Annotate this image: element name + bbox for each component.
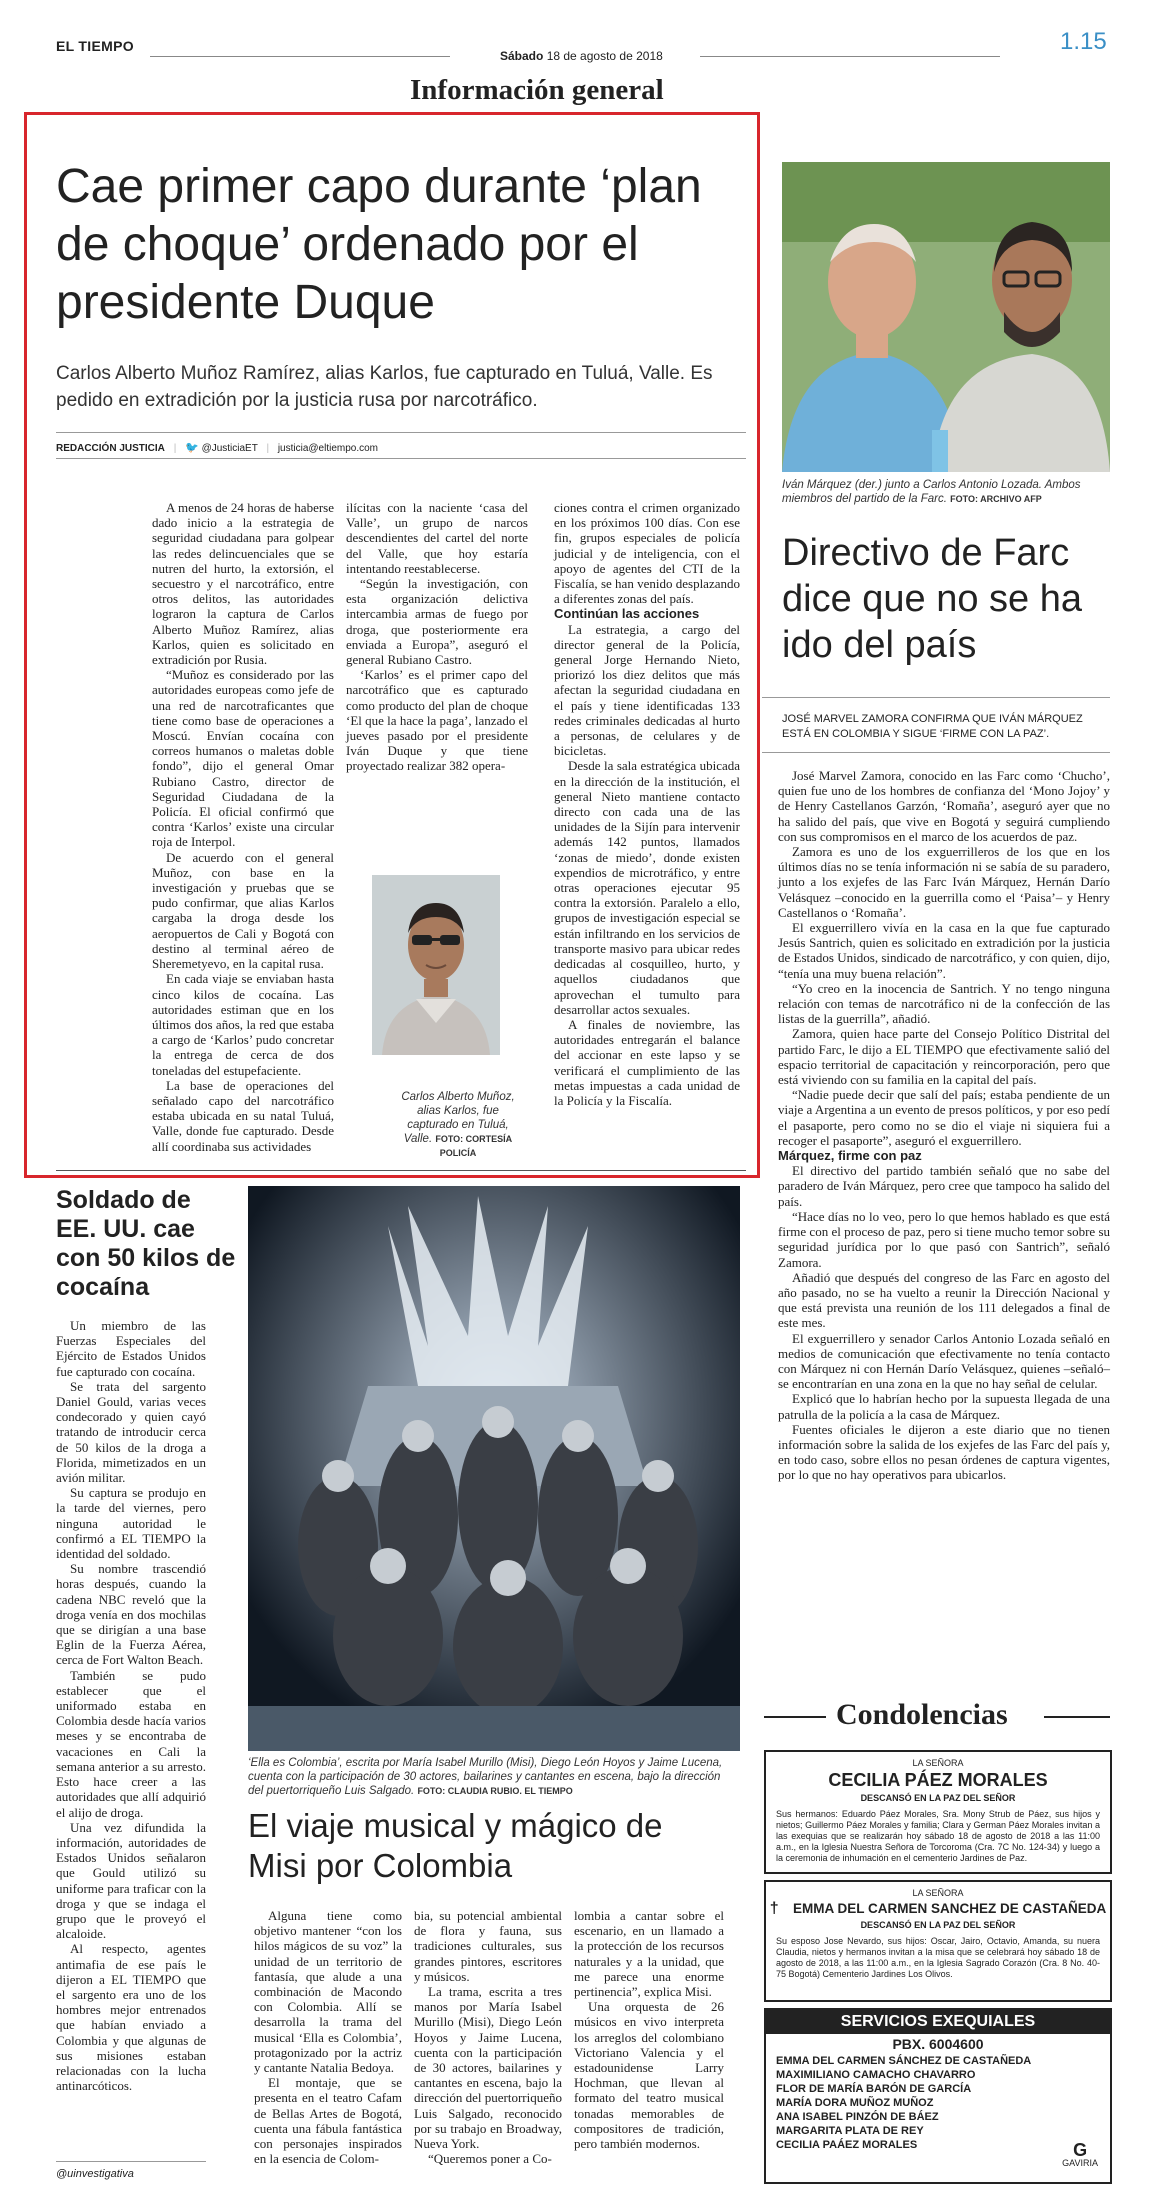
date-day: Sábado: [500, 49, 544, 63]
main-deck: Carlos Alberto Muñoz Ramírez, alias Karlos, fue capturado en Tuluá, Valle. Es pedido en extradición por la justicia rusa por narcotráfico.: [56, 363, 713, 411]
paragraph: “Queremos poner a Co-: [428, 2151, 552, 2167]
twitter-icon: 🐦: [185, 442, 199, 454]
paragraph: Una orquesta de 26 músicos en vivo interpreta los arreglos del colombiano Victoriano Valencia y el estadounidense Larry Hochman, que llevan al formato del teatro musical tonadas memorables de compositores de tradición, pero también modernos.: [574, 1999, 724, 2152]
man-portrait-icon: [372, 875, 500, 1055]
paragraph: Explicó que lo habrían hecho por la supuesta llegada de una patrulla de la policía a la casa de Márquez.: [778, 1391, 1110, 1422]
paragraph: Se trata del sargento Daniel Gould, varias veces condecorado y quien cayó tratando de introducir cerca de 50 kilos de la droga a Florida, mimetizados en un avión militar.: [56, 1378, 206, 1486]
caption-text: Iván Márquez (der.) junto a Carlos Antonio Lozada. Ambos miembros del partido de la Farc.: [782, 479, 1081, 505]
paragraph: ilícitas con la naciente ‘casa del Valle’, un grupo de narcos descendientes del cartel del norte del Valle, que hoy estaría intentando reestablecerse.: [346, 500, 528, 576]
soldado-body: [56, 1318, 206, 2093]
paragraph: La base de operaciones del señalado capo del narcotráfico estaba ubicada en su natal Tuluá, Valle, donde fue capturado. Desde allí coordinaba sus actividades: [152, 1077, 334, 1154]
paragraph: Zamora, quien hace parte del Consejo Político Distrital del partido Farc, le dijo a EL TIEMPO que efectivamente salió del espacio territorial de capacitación y reincorporación, pero que está viviendo con su familia en la capital del país.: [778, 1026, 1110, 1088]
misi-headline: El viaje musical y mágico de Misi por Colombia: [248, 1807, 663, 1884]
paragraph: Zamora es uno de los exguerrilleros de los que en los últimos días no se tenía información ni se sabía de su paradero, junto a los exjefes de las Farc Iván Márquez, Hernán Darío Velásquez –conocido en la guerrilla como el ‘Paisa’– y Henry Castellanos o ‘Romaña’.: [778, 844, 1110, 920]
obit-name: EMMA DEL CARMEN SANCHEZ DE CASTAÑEDA: [793, 1901, 1107, 1916]
misi-col-3: [574, 1908, 724, 2151]
main-bottom-rule: [56, 1170, 746, 1171]
servicio-name: FLOR DE MARÍA BARÓN DE GARCÍA: [776, 2083, 972, 2095]
obit-label: LA SEÑORA: [912, 1758, 964, 1768]
main-col-1: [152, 500, 334, 1154]
main-col-2: [346, 500, 528, 774]
email-link[interactable]: justicia@eltiempo.com: [277, 443, 379, 454]
paragraph: Alguna tiene como objetivo mantener “con los hilos mágicos de su voz” la unidad de un territorio de fantasía, que alude a una combinación de Macondo con Colombia. Allí se desarrolla la trama del musical ‘Ella es Colombia’, protagonizado por la actriz y cantante Natalia Bedoya.: [254, 1908, 402, 2076]
paragraph: El montaje, que se presenta en el teatro Cafam de Bellas Artes de Bogotá, cuenta una fábula fantástica con personajes inspirados en la esencia de Colom-: [254, 2075, 402, 2167]
paragraph: En cada viaje se enviaban hasta cinco kilos de cocaína. Las autoridades estiman que en los últimos dos años, la red que estaba a cargo de ‘Karlos’ pudo concretar la entrega de cerca de dos toneladas del estupefaciente.: [152, 971, 334, 1078]
byline: REDACCIÓN JUSTICIA: [56, 443, 165, 454]
farc-rule-2: [762, 752, 1110, 753]
paragraph: bia, su potencial ambiental de flora y fauna, sus tradiciones culturales, sus grandes pintores, escritores y músicos.: [414, 1908, 562, 1984]
byline-rule-bottom: [56, 458, 746, 459]
paragraph: Su captura se produjo en la tarde del viernes, pero ninguna autoridad le confirmó a EL TIEMPO la identidad del soldado.: [56, 1485, 206, 1562]
farc-body: [778, 768, 1110, 1483]
servicio-name: EMMA DEL CARMEN SÁNCHEZ DE CASTAÑEDA: [776, 2055, 1032, 2067]
captured-man-photo: [372, 875, 500, 1055]
main-headline: Cae primer capo durante ‘plan de choque’ ordenado por el presidente Duque: [56, 160, 702, 329]
cross-icon: †: [769, 1900, 779, 1917]
gaviria-brand: GAVIRIA: [1062, 2158, 1098, 2168]
paragraph: ‘Karlos’ es el primer capo del narcotráfico que es capturado como producto del plan de choque ‘El que la hace la paga’, lanzado el jueves pasado por el presidente Iván Duque y que tiene proyectado realizar 382 opera-: [346, 667, 528, 774]
obit-name-row: [766, 1900, 1110, 1918]
farc-headline: Directivo de Farc dice que no se ha ido del país: [782, 532, 1083, 666]
caption-text: Carlos Alberto Muñoz, alias Karlos, fue capturado en Tuluá, Valle.: [401, 1091, 515, 1145]
obituary-1: [764, 1750, 1112, 1874]
gaviria-g-icon: G: [1073, 2140, 1088, 2160]
paragraph: “Nadie puede decir que salí del país; estaba pendiente de un viaje a Argentina a un evento de presos políticos, y por eso pedí el pasaporte, pero como no se dio el viaje ni siquiera fui a recoger el pasaporte”, aseguró el exguerrillero.: [778, 1087, 1110, 1148]
byline-rule: [56, 432, 746, 433]
paragraph: La estrategia, a cargo del director general de la Policía, general Jorge Hernando Nieto, priorizó los diez delitos que más afectan la seguridad ciudadana en el país y tiene identificadas 133 redes criminales dedicadas al hurto a personas, de celulares y de bicicletas.: [554, 621, 740, 759]
servicio-name: ANA ISABEL PINZÓN DE BÁEZ: [776, 2111, 939, 2123]
farc-photo-caption: [782, 478, 1112, 506]
farc-rule: [762, 697, 1110, 698]
paragraph: El directivo del partido también señaló que no sabe del paradero de Iván Márquez, pero cree que tampoco ha salido del país.: [778, 1163, 1110, 1209]
byline-row: REDACCIÓN JUSTICIA | 🐦 @JusticiaET | justicia@eltiempo.com: [56, 442, 379, 454]
paragraph: Una vez difundida la información, autoridades de Estados Unidos señalaron que Gould utilizó su uniforme para traficar con la droga y que se indaga el grupo que le proveyó el alcaloide.: [56, 1819, 206, 1942]
servicios-names: [776, 2054, 1100, 2152]
obit-rest: DESCANSÓ EN LA PAZ DEL SEÑOR: [860, 1920, 1016, 1930]
paragraph: La trama, escrita a tres manos por María Isabel Murillo (Misi), Diego León Hoyos y Jaime Lucena, cuenta con la participación de 30 actores, bailarines y cantantes en escena, bajo la dirección del puertorriqueño Luis Salgado, reconocido por su trabajo en Broadway, Nueva York.: [414, 1984, 562, 2152]
servicio-name: CECILIA PAÁEZ MORALES: [776, 2139, 918, 2151]
photo-credit: FOTO: CORTESÍA POLICÍA: [435, 1134, 513, 1158]
masthead-rule-left: [150, 56, 450, 57]
servicio-name: MARGARITA PLATA DE REY: [776, 2125, 924, 2137]
paragraph: También se pudo establecer que el uniformado estaba en Colombia desde hacía varios meses y se encontraba de vacaciones en Cali la semana anterior a su arresto. Esto hace creer a las autoridades que allí adquirió el alijo de droga.: [56, 1667, 206, 1820]
twitter-handle[interactable]: @JusticiaET: [201, 443, 258, 454]
condolencias-rule-right: [1044, 1716, 1110, 1718]
servicios-phone: PBX. 6004600: [892, 2036, 984, 2052]
servicios-exequiales: [764, 2008, 1112, 2184]
captured-man-caption: [398, 1090, 518, 1160]
paragraph: lombia a cantar sobre el escenario, en un llamado a la protección de los recursos naturales y a la unidad, que me parece una enorme pertinencia”, explica Misi.: [574, 1908, 724, 2000]
obit-text: Su esposo Jose Nevardo, sus hijos: Oscar, Jairo, Octavio, Amanda, su nuera Claudia, nietos y hermanos invitan a la misa que se celebrará hoy sábado 18 de agosto de 2018, a las 11:00 a.m., en la Iglesia Sagrado Corazón (Cra. 8 No. 40-75 Bogotá) Cementerio Jardines Los Olivos.: [776, 1936, 1100, 1979]
photo-credit: FOTO: ARCHIVO AFP: [950, 494, 1042, 504]
paragraph: José Marvel Zamora, conocido en las Farc como ‘Chucho’, quien fue uno de los hombres de confianza del ‘Mono Jojoy’ y de Henry Castellanos Garzón, ‘Romaña’, aseguró ayer que no ha salido del país, que vive en Bogotá y seguirá cumpliendo con sus compromisos en el marco de los acuerdos de paz.: [778, 768, 1110, 844]
paragraph: “Muñoz es considerado por las autoridades europeas como jefe de una red de narcotraficantes que tiene como base de operaciones a Moscú. Envían cocaína con correos humanos o maletas doble fondo”, dijo el general Omar Rubiano Castro, director de Seguridad Ciudadana de la Policía. El oficial confirmó que contra ‘Karlos’ existe una circular roja de Interpol.: [152, 667, 334, 850]
condolencias-title: Condolencias: [836, 1698, 1008, 1731]
paragraph: Su nombre trascendió horas después, cuando la cadena NBC reveló que la droga venía en dos mochilas que se dirigían a una base Eglin de la Fuerza Aérea, cerca de Fort Walton Beach.: [56, 1561, 206, 1668]
paragraph: “Según la investigación, con esta organización delictiva intercambia armas de fuego por droga, que posteriormente era enviada a Europa”, aseguró el general Rubiano Castro.: [346, 576, 528, 668]
page-number: 1.15: [1060, 28, 1107, 55]
paragraph: A menos de 24 horas de haberse dado inicio a la estrategia de seguridad ciudadana para golpear las redes delincuenciales que se nutren del hurto, la extorsión, el secuestro y el narcotráfico, entre otros delitos, las autoridades lograron la captura de Carlos Alberto Muñoz Ramírez, alias Karlos, quien es solicitado en extradición por Rusia.: [152, 500, 334, 668]
obit-name: CECILIA PÁEZ MORALES: [828, 1770, 1048, 1790]
misi-col-1: [254, 1908, 402, 2166]
misi-stage-photo: [248, 1186, 740, 1751]
date-rest: 18 de agosto de 2018: [546, 49, 663, 63]
soldado-bottom-rule: [56, 2161, 206, 2162]
servicios-title: SERVICIOS EXEQUIALES: [766, 2010, 1110, 2034]
two-men-photo-icon: [782, 162, 1110, 472]
stage-performers-icon: [248, 1186, 740, 1751]
gaviria-logo: [1062, 2142, 1098, 2168]
caption-text: ‘Ella es Colombia’, escrita por María Isabel Murillo (Misi), Diego León Hoyos y Jaime Lucena, cuenta con la participación de 30 actores, bailarines y cantantes en escena, bajo la dirección del puertorriqueño Luis Salgado.: [248, 1757, 723, 1797]
subhead: Continúan las acciones: [554, 606, 700, 622]
paragraph: Desde la sala estratégica ubicada en la dirección de la institución, el general Nieto mantiene contacto directo con cada una de las unidades de la Sijín para intervenir además 142 puntos, llamados ‘zonas de miedo’, donde existen expendios de microtráfico, y entre otras operaciones ejecutar 95 contra la extorsión. Paralelo a ello, grupos de investigación especial se están infiltrando en los servicios de transporte masivo para ubicar redes dedicadas al cosquilleo, hurto, y aquellos ciudadanos que aprovechan el tumulto para desarrollar actos sexuales.: [554, 758, 740, 1017]
main-col-3: [554, 500, 740, 1108]
farc-deck: JOSÉ MARVEL ZAMORA CONFIRMA QUE IVÁN MÁRQUEZ ESTÁ EN COLOMBIA Y SIGUE ‘FIRME CON LA PAZ’.: [782, 713, 1083, 740]
masthead-date: [500, 49, 663, 63]
paragraph: Añadió que después del congreso de las Farc en agosto del año pasado, no se ha vuelto a reunir la Dirección Nacional y que está prevista una reunión de los 111 delegados a final de este mes.: [778, 1269, 1110, 1331]
paragraph: “Hace días no lo veo, pero lo que hemos hablado es que está firme con el proceso de paz, pero si tiene mucho temor sobre su seguridad jurídica por lo que pasó con Santrich”, señaló Zamora.: [778, 1208, 1110, 1270]
paragraph: Un miembro de las Fuerzas Especiales del Ejército de Estados Unidos fue capturado con cocaína.: [56, 1318, 206, 1379]
masthead-rule-right: [700, 56, 1000, 57]
masthead-logo: EL TIEMPO: [56, 38, 134, 54]
section-title: Información general: [410, 74, 664, 106]
subhead: Márquez, firme con paz: [778, 1148, 922, 1164]
obit-label: LA SEÑORA: [912, 1888, 964, 1898]
misi-col-2: [414, 1908, 562, 2166]
paragraph: El exguerrillero vivía en la casa en la que fue capturado Jesús Santrich, quien es solicitado en extradición por la justicia de Estados Unidos, sindicado de narcotráfico, y con quien, dijo, “tenía una muy buena relación”.: [778, 920, 1110, 981]
obituary-2: [764, 1880, 1112, 2002]
paragraph: A finales de noviembre, las autoridades entregarán el balance del accionar en este lapso y se verificará el cumplimiento de las metas impuestas a cada unidad de la Policía y la Fiscalía.: [554, 1016, 740, 1108]
misi-photo-caption: [248, 1756, 738, 1798]
paragraph: Al respecto, agentes antimafia de ese país le dijeron a EL TIEMPO que el sargento era uno de los hombres mejor entrenados que habían enviado a Colombia y que algunas de sus misiones estaban relacionadas con la lucha antinarcóticos.: [56, 1941, 206, 2094]
servicio-name: MARÍA DORA MUÑOZ MUÑOZ: [776, 2097, 934, 2109]
photo-credit: FOTO: CLAUDIA RUBIO. EL TIEMPO: [417, 1786, 573, 1796]
paragraph: De acuerdo con el general Muñoz, con base en la investigación y pruebas que se pudo confirmar, que alias Karlos cargaba la droga desde los aeropuertos de Cali y Bogotá con destino al terminal aéreo de Sheremetyevo, en la capital rusa.: [152, 849, 334, 972]
obit-rest: DESCANSÓ EN LA PAZ DEL SEÑOR: [860, 1793, 1016, 1803]
obit-text: Sus hermanos: Eduardo Páez Morales, Sra. Mony Strub de Páez, sus hijos y nietos; Guillermo Páez Morales y familia; Clara y German Páez Morales invitan a las exequias que se realizarán hoy sábado 18 de agosto de 2018 a las 11:00 a.m., en la Iglesia Nuestra Señora de Torcoroma (Cra. 7C No. 124-34) y luego a la ceremonia de inhumación en el cementerio Jardines de Paz.: [776, 1809, 1100, 1863]
soldado-headline: Soldado de EE. UU. cae con 50 kilos de cocaína: [56, 1186, 236, 1301]
condolencias-rule-left: [764, 1716, 826, 1718]
farc-photo: [782, 162, 1110, 472]
paragraph: ciones contra el crimen organizado en los próximos 100 días. Con ese fin, grupos especiales de policía judicial y de inteligencia, con el apoyo de agentes del CTI de la Fiscalía, se han venido desplazando a diferentes zonas del país.: [554, 500, 740, 607]
paragraph: Fuentes oficiales le dijeron a este diario que no tienen información sobre la salida de los exjefes de las Farc del país y, en todo caso, sobre ellos no pesan órdenes de captura vigentes, por lo que no hay operativos para ubicarlos.: [778, 1421, 1110, 1483]
soldado-footer[interactable]: @uinvestigativa: [56, 2168, 134, 2180]
servicio-name: MAXIMILIANO CAMACHO CHAVARRO: [776, 2069, 976, 2081]
paragraph: “Yo creo en la inocencia de Santrich. Y no tengo ninguna relación con temas de narcotráfico ni de la confección de las listas de la guerrilla”, añadió.: [778, 980, 1110, 1027]
paragraph: El exguerrillero y senador Carlos Antonio Lozada señaló en medios de comunicación que efectivamente no tenía contacto con Márquez ni con Hernán Darío Velásquez, quienes –señaló– se encontrarían en una zona en la que no hay señal de celular.: [778, 1330, 1110, 1392]
